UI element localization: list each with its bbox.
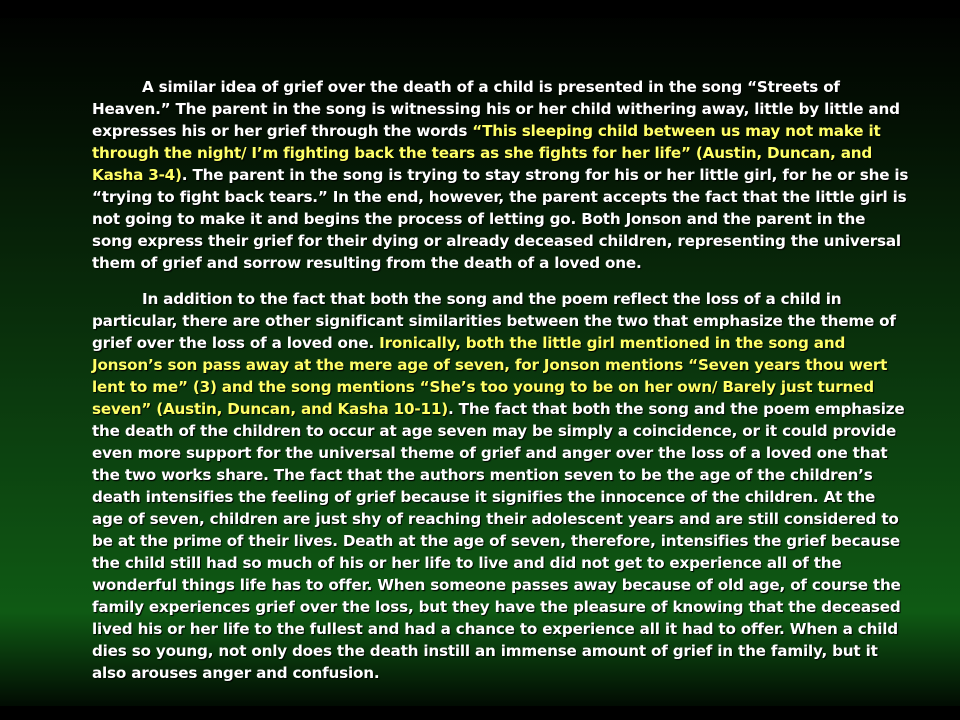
paragraph-2-continuation: . The fact that both the song and the poem emphasize the death of the children to occur at age seven may be simply a coincidence, or it could provide even more support for the universal theme of grief and anger over the loss of a loved one that the two works share. The fact that the authors mention seven to be the age of the children’s death intensifies the feeling of grief because it signifies the innocence of the children. At the age of seven, children are just shy of reaching their adolescent years and are still considered to be at the prime of their lives. Death at the age of seven, therefore, intensifies the grief because the child still had so much of his or her life to live and did not get to experience all of the wonderful things life has to offer. When someone passes away because of old age, of course the family experiences grief over the loss, but they have the pleasure of knowing that the deceased lived his or her life to the fullest and had a chance to experience all it had to offer. When a child dies so young, not only does the death instill an immense amount of grief in the family, but it also arouses anger and confusion. bbox=[92, 400, 905, 682]
paragraph-2-text: In addition to the fact that both the song and the poem reflect the loss of a child in particular, there are other significant similarities between the two that emphasize the theme of grief over the loss of a loved one. bbox=[92, 290, 896, 352]
paragraph-age-seven bbox=[92, 288, 910, 684]
slide-text-body bbox=[92, 76, 910, 698]
top-black-band bbox=[0, 0, 960, 18]
paragraph-1-quote: “This sleeping child between us may not make it through the night/ I’m fighting back the tears as she fights for her life” (Austin, Duncan, and Kasha 3-4) bbox=[92, 122, 881, 184]
paragraph-streets-of-heaven bbox=[92, 76, 910, 274]
paragraph-1-text: A similar idea of grief over the death of a child is presented in the song “Streets of Heaven.” The parent in the song is witnessing his or her child withering away, little by little and expresses his or her grief through the words bbox=[92, 78, 900, 140]
bottom-black-band bbox=[0, 706, 960, 720]
paragraph-1-continuation: . The parent in the song is trying to stay strong for his or her little girl, for he or she is “trying to fight back tears.” In the end, however, the parent accepts the fact that the little girl is not going to make it and begins the process of letting go. Both Jonson and the parent in the song express their grief for their dying or already deceased children, representing the universal them of grief and sorrow resulting from the death of a loved one. bbox=[92, 166, 909, 272]
paragraph-2-quote: Ironically, both the little girl mentioned in the song and Jonson’s son pass away at the mere age of seven, for Jonson mentions “Seven years thou wert lent to me” (3) and the song mentions “She’s too young to be on her own/ Barely just turned seven” (Austin, Duncan, and Kasha 10-11) bbox=[92, 334, 888, 418]
